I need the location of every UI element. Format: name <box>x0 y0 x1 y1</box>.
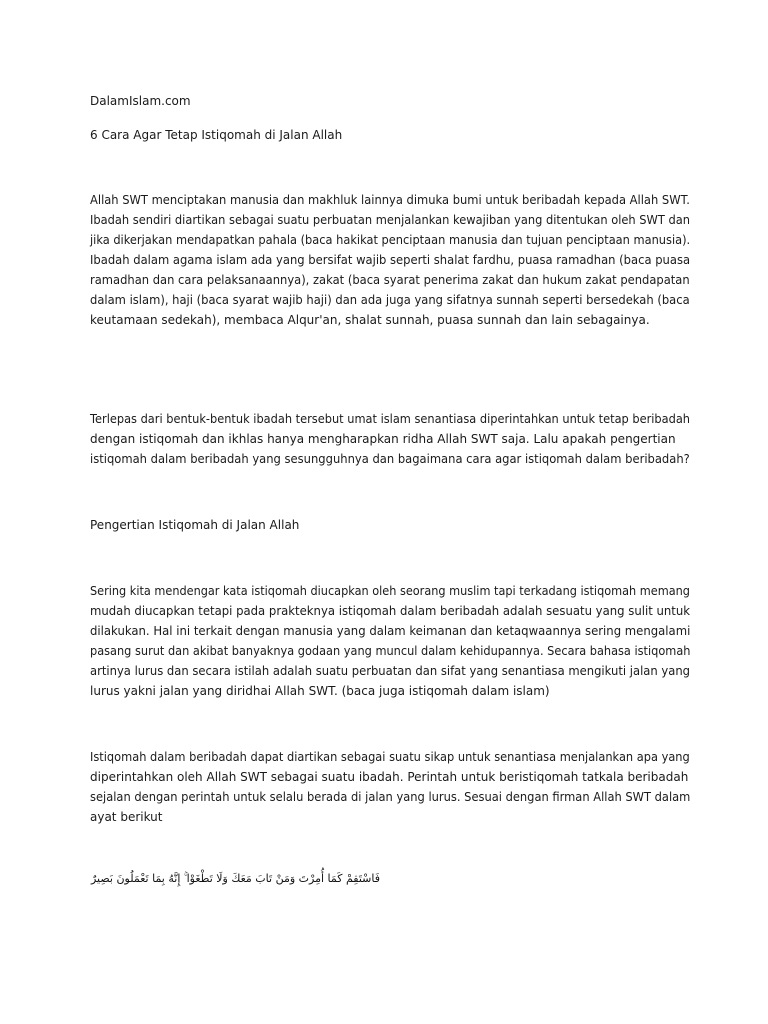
paragraph-line: sejalan dengan perintah untuk selalu berada di jalan yang lurus. Sesuai dengan firman Allah SWT dalam <box>90 790 691 804</box>
paragraph-line: Istiqomah dalam beribadah dapat diartikan sebagai suatu sikap untuk senantiasa menjalankan apa yang <box>90 750 690 764</box>
paragraph-line: artinya lurus dan secara istilah adalah suatu perbuatan dan sifat yang senantiasa mengikuti jalan yang <box>90 664 691 678</box>
paragraph-line: Allah SWT menciptakan manusia dan makhluk lainnya dimuka bumi untuk beribadah kepada Allah SWT. <box>90 193 690 207</box>
paragraph-line: lurus yakni jalan yang diridhai Allah SWT. (baca juga istiqomah dalam islam) <box>90 684 550 698</box>
section-heading: Pengertian Istiqomah di Jalan Allah <box>90 518 300 532</box>
paragraph-line: keutamaan sedekah), membaca Alqur'an, shalat sunnah, puasa sunnah dan lain sebagainya. <box>90 313 650 327</box>
arabic-verse: فَاسْتَقِمْ كَمَا أُمِرْتَ وَمَنْ تَابَ مَعَكَ وَلَا تَطْغَوْا ۚ إِنَّهُ بِمَا تَعْمَلُونَ بَصِيرٌ <box>90 872 380 885</box>
paragraph-line: mudah diucapkan tetapi pada prakteknya istiqomah dalam beribadah adalah sesuatu yang sulit untuk <box>90 604 691 618</box>
paragraph-line: dilakukan. Hal ini terkait dengan manusia yang dalam keimanan dan ketaqwaannya sering mengalami <box>90 624 691 638</box>
paragraph-line: jika dikerjakan mendapatkan pahala (baca hakikat penciptaan manusia dan tujuan penciptaan manusia). <box>90 233 691 247</box>
paragraph-line: Ibadah dalam agama islam ada yang bersifat wajib seperti shalat fardhu, puasa ramadhan (baca puasa <box>90 253 691 267</box>
paragraph-line: ayat berikut <box>90 810 163 824</box>
paragraph-line: istiqomah dalam beribadah yang sesungguhnya dan bagaimana cara agar istiqomah dalam beribadah? <box>90 452 690 466</box>
paragraph-line: Sering kita mendengar kata istiqomah diucapkan oleh seorang muslim tapi terkadang istiqomah memang <box>90 584 690 598</box>
paragraph-line: Ibadah sendiri diartikan sebagai suatu perbuatan menjalankan kewajiban yang ditentukan oleh SWT dan <box>90 213 690 227</box>
paragraph-line: dalam islam), haji (baca syarat wajib haji) dan ada juga yang sifatnya sunnah seperti bersedekah (baca <box>90 293 690 307</box>
article-title: 6 Cara Agar Tetap Istiqomah di Jalan Allah <box>90 128 343 142</box>
paragraph-line: Terlepas dari bentuk-bentuk ibadah tersebut umat islam senantiasa diperintahkan untuk tetap beribadah <box>90 412 691 426</box>
site-name: DalamIslam.com <box>90 94 191 108</box>
paragraph-line: diperintahkan oleh Allah SWT sebagai suatu ibadah. Perintah untuk beristiqomah tatkala beribadah <box>90 770 689 784</box>
paragraph-line: dengan istiqomah dan ikhlas hanya mengharapkan ridha Allah SWT saja. Lalu apakah pengertian <box>90 432 676 446</box>
paragraph-line: pasang surut dan akibat banyaknya godaan yang muncul dalam kehidupannya. Secara bahasa istiqomah <box>90 644 691 658</box>
paragraph-line: ramadhan dan cara pelaksanaannya), zakat (baca syarat penerima zakat dan hukum zakat pendapatan <box>90 273 690 287</box>
